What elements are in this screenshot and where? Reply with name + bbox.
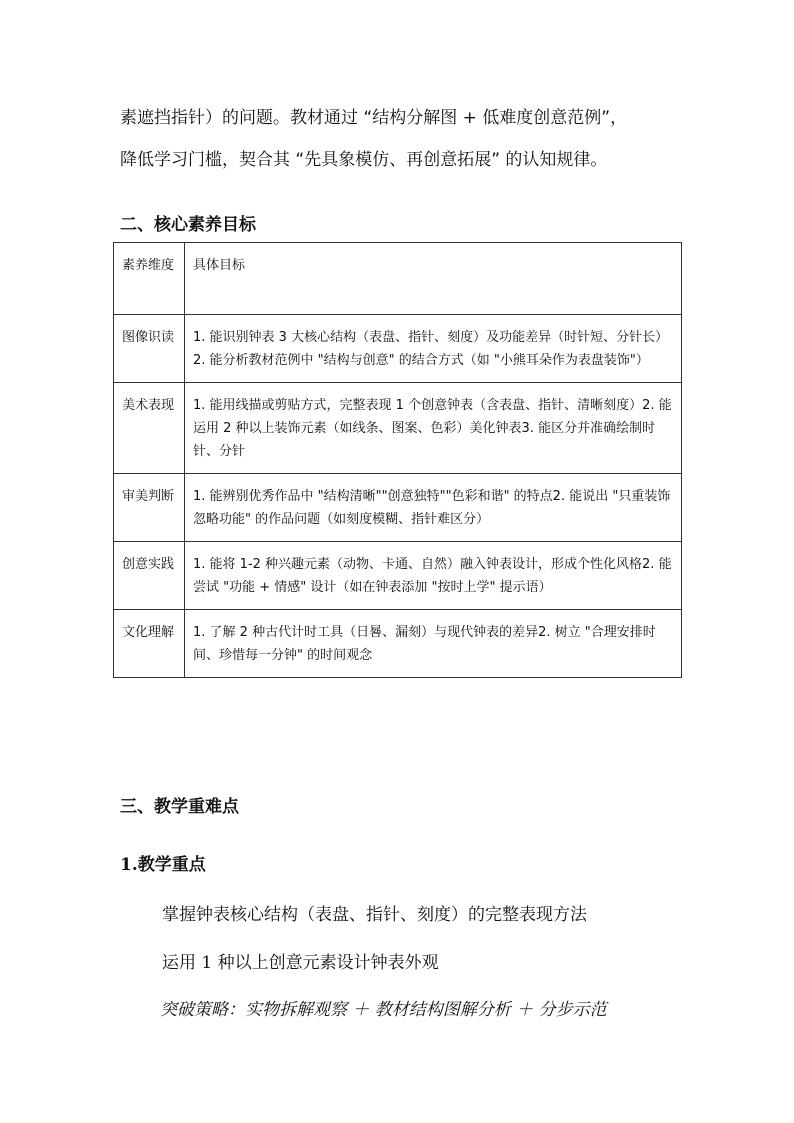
section-heading-core-goals: 二、核心素养目标 <box>120 215 256 235</box>
focus-item-2: 运用 1 种以上创意元素设计钟表外观 <box>162 953 439 973</box>
table-row <box>114 610 682 678</box>
subsection-heading-teaching-focus: 1.教学重点 <box>120 855 206 875</box>
table-row <box>114 383 682 474</box>
row-dimension: 创意实践 <box>114 542 185 610</box>
section-heading-key-points: 三、教学重难点 <box>120 797 239 817</box>
breakthrough-strategy: 突破策略：实物拆解观察 ＋ 教材结构图解分析 ＋ 分步示范 <box>160 1000 607 1020</box>
focus-item-1: 掌握钟表核心结构（表盘、指针、刻度）的完整表现方法 <box>162 905 587 925</box>
intro-line-2: 降低学习门槛，契合其 “先具象模仿、再创意拓展” 的认知规律。 <box>120 150 608 170</box>
table-row <box>114 315 682 383</box>
intro-line-1: 素遮挡指针）的问题。教材通过 “结构分解图 + 低难度创意范例”， <box>120 108 628 128</box>
header-goal: 具体目标 <box>185 243 682 315</box>
row-goal: 1. 能识别钟表 3 大核心结构（表盘、指针、刻度）及功能差异（时针短、分针长）2. 能分析教材范例中 "结构与创意" 的结合方式（如 "小熊耳朵作为表盘装饰"） <box>185 315 682 383</box>
row-dimension: 美术表现 <box>114 383 185 474</box>
row-goal: 1. 能用线描或剪贴方式，完整表现 1 个创意钟表（含表盘、指针、清晰刻度）2. 能运用 2 种以上装饰元素（如线条、图案、色彩）美化钟表3. 能区分并准确绘制时针、分针 <box>185 383 682 474</box>
header-dimension: 素养维度 <box>114 243 185 315</box>
row-goal: 1. 了解 2 种古代计时工具（日晷、漏刻）与现代钟表的差异2. 树立 "合理安排时间、珍惜每一分钟" 的时间观念 <box>185 610 682 678</box>
row-dimension: 文化理解 <box>114 610 185 678</box>
table-row <box>114 542 682 610</box>
row-dimension: 审美判断 <box>114 474 185 542</box>
table-header-row <box>114 243 682 315</box>
row-goal: 1. 能辨别优秀作品中 "结构清晰""创意独特""色彩和谐" 的特点2. 能说出 "只重装饰忽略功能" 的作品问题（如刻度模糊、指针难区分） <box>185 474 682 542</box>
row-goal: 1. 能将 1-2 种兴趣元素（动物、卡通、自然）融入钟表设计，形成个性化风格2. 能尝试 "功能 + 情感" 设计（如在钟表添加 "按时上学" 提示语） <box>185 542 682 610</box>
table-row <box>114 474 682 542</box>
core-goals-table <box>113 242 682 678</box>
row-dimension: 图像识读 <box>114 315 185 383</box>
